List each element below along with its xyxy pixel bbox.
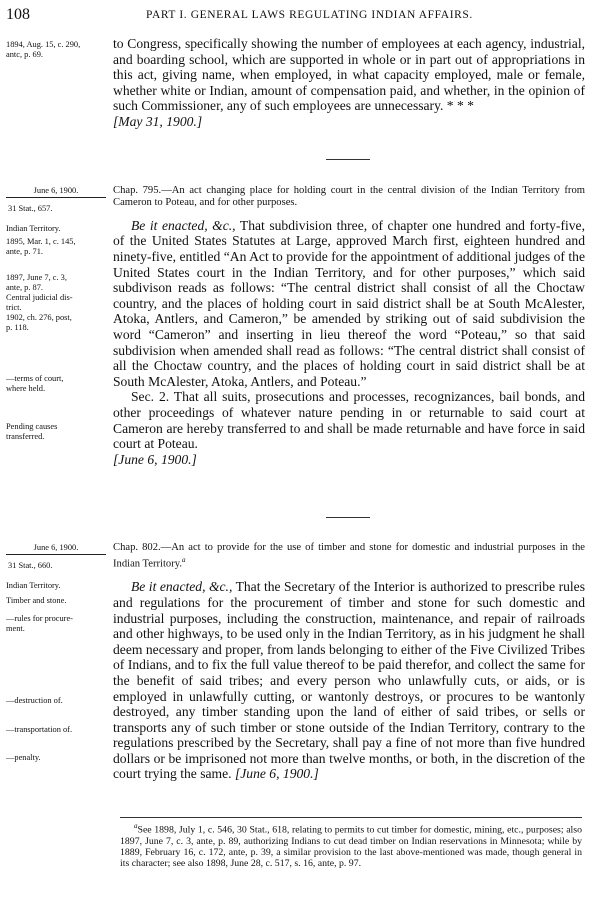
margin-ref: —transportation of. <box>6 725 73 734</box>
section2-paragraph-1: Be it enacted, &c., That the Secretary of the Interior is authorized to prescribe rules and regulations for the procurement of timber and stone for such domestic and industrial purposes, including the construction, maintenance, and repair of railroads and other highways, to be used only in the Indian Territory, as in his judgment he shall deem necessary and proper, from lands belonging to either of the Five Civilized Tribes of Indians, and to fix the full value thereof to be paid therefor, and collect the same for the benefit of said tribes; and every person who unlawfully cuts, or aids, or is employed in unlawfully cutting, or wantonly destroys, or procures to be wantonly destroyed, any timber standing upon the land of either of said tribes, or sells or transports any of such timber or stone outside of the Indian Territory, contrary to the regulations prescribed by the Secretary, shall pay a fine of not more than five hundred dollars or be imprisoned not more than twelve months, or both, in the discretion of the court trying the same. [June 6, 1900.] <box>113 579 585 782</box>
chapter-title: —An act changing place for holding court in the central division of the Indian Territory from Cameron to Poteau, and for other purposes. <box>113 185 586 209</box>
margin-ref: 1897, June 7, c. 3, ante, p. 87. <box>6 273 67 292</box>
chapter-label: Chap. 795. <box>113 185 162 196</box>
section1-paragraph-2: Sec. 2. That all suits, prosecutions and processes, recognizances, bail bonds, and other proceedings of whatever nature pending in or returnable to said court at Cameron are hereby transferred to and shall be made returnable and have force in said court at Poteau. [June 6, 1900.] <box>113 389 585 467</box>
margin-date: June 6, 1900. <box>6 186 106 198</box>
margin-ref: 1895, Mar. 1, c. 145, ante, p. 71. <box>6 237 76 256</box>
margin-ref: —penalty. <box>6 753 41 762</box>
footnote-reference: a <box>181 556 186 565</box>
section1-date: [June 6, 1900.] <box>113 451 197 467</box>
margin-ref: —destruction of. <box>6 696 63 705</box>
margin-topic: Indian Territory. <box>6 224 61 233</box>
margin-ref: 1894, Aug. 15, c. 290, antc, p. 69. <box>6 40 81 59</box>
section0-date: [May 31, 1900.] <box>113 113 203 129</box>
page-header <box>6 6 590 26</box>
section2-body <box>113 542 585 782</box>
section0-text: to Congress, specifically showing the number of employees at each agency, industrial, and boarding school, which are supported in whole or in part out of appropriations in this act, giving name, when employed, in what capacity employed, male or female, whether white or Indian, amount of compensation paid, and whether, in the opinion of such Commissioner, any of such employees are unnecessary. * * * [May 31, 1900.] <box>113 36 585 129</box>
footnote-text: See 1898, July 1, c. 546, 30 Stat., 618, relating to permits to cut timber for domestic, mining, etc., purposes; also 1897, June 7, c. 3, ante, p. 89, authorizing Indians to cut dead timber on Indian reservations in Minnesota; while by 1889, February 16, c. 172, ante, p. 39, a similar provision to the last above-mentioned was made, though general in its character; see also 1898, June 28, c. 517, s. 16, ante, p. 97. <box>120 824 582 870</box>
divider <box>326 517 370 518</box>
margin-topic: Indian Territory. <box>6 581 61 590</box>
margin-ref: —rules for procure- ment. <box>6 614 73 633</box>
margin-stat: 31 Stat., 660. <box>8 561 53 570</box>
margin-date: June 6, 1900. <box>6 543 106 555</box>
margin-stat: 31 Stat., 657. <box>8 204 53 213</box>
chapter-heading <box>113 185 585 210</box>
divider <box>326 159 370 160</box>
chapter-title: —An act to provide for the use of timber and stone for domestic and industrial purposes in the Indian Territory. <box>113 542 585 570</box>
section2-date: [June 6, 1900.] <box>234 766 319 782</box>
section1-paragraph-1: Be it enacted, &c., That subdivision three, of chapter one hundred and forty-five, of the United States Statutes at Large, approved March first, eighteen hundred and ninety-five, entitled “An Act to provide for the appointment of additional judges of the United States court in the Indian Territory, and for other purposes,” which said subdivison reads as follows: “The central district shall consist of all the Choctaw country, and the places of holding court in said district shall be at South McAlester, Atoka, Antlers, and Cameron,” be amended by striking out of said subdivision the word “Cameron” and inserting in lieu thereof the word “Poteau,” so that said subdivision when amended shall read as follows: “The central district shall consist of all the Choctaw country, and the places of holding court in said district shall be at South McAlester, Atoka, Antlers, and Poteau.” <box>113 217 585 389</box>
enacting-clause: Be it enacted, &c., <box>131 579 233 595</box>
margin-ref: Pending causes transferred. <box>6 422 58 441</box>
margin-ref: —terms of court, where held. <box>6 374 64 393</box>
chapter-heading <box>113 542 585 571</box>
margin-topic: Timber and stone. <box>6 596 67 605</box>
footnote-mark: a <box>134 822 138 830</box>
enacting-clause: Be it enacted, &c., <box>131 217 236 233</box>
section0-body <box>113 36 585 130</box>
chapter-label: Chap. 802. <box>113 542 161 553</box>
page-number: 108 <box>6 6 30 23</box>
margin-ref: Central judicial dis- trict. <box>6 293 73 312</box>
footnote-divider <box>120 817 582 818</box>
margin-ref: 1902, ch. 276, post, p. 118. <box>6 313 72 332</box>
section1-body <box>113 185 585 467</box>
footnote <box>120 821 582 870</box>
running-title: PART I. GENERAL LAWS REGULATING INDIAN AFFAIRS. <box>146 9 473 21</box>
